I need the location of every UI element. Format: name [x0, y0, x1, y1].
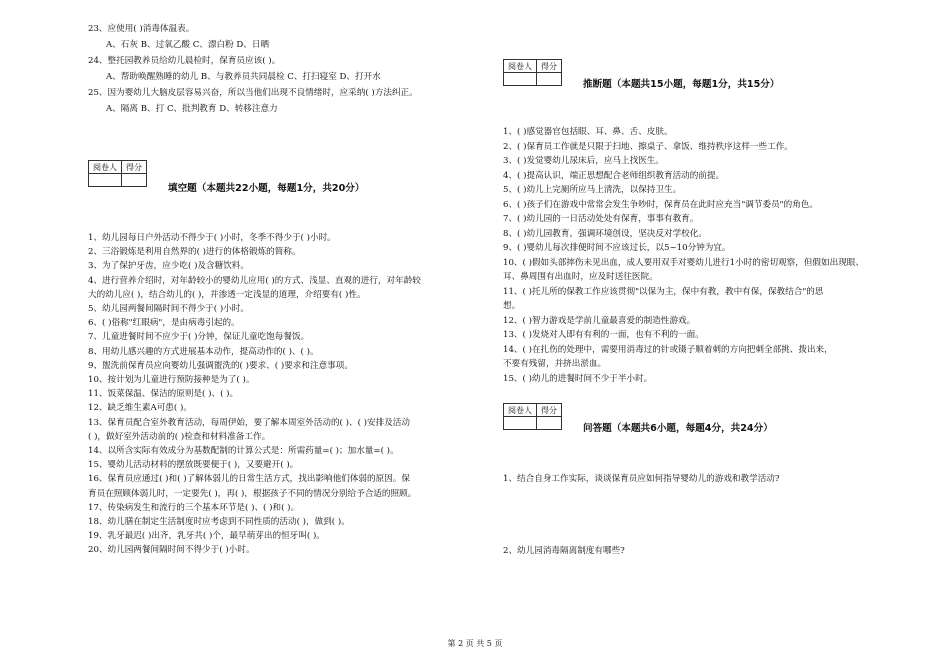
judge-item: 9、( )婴幼儿每次排便时间不应该过长，以5~10分钟为宜。	[503, 243, 731, 253]
fill-item: 19、乳牙最迟( )出齐，乳牙共( )个，最早萌芽出的恒牙叫( )。	[88, 531, 325, 542]
question-23: 23、应使用( )消毒体温表。	[88, 24, 195, 34]
qa-question-1: 1、结合自身工作实际，谈谈保育员应如何指导婴幼儿的游戏和教学活动?	[503, 474, 780, 484]
fill-item: 11、饭菜保温、保洁的原则是( )、( )。	[88, 389, 239, 400]
judge-item: 不要有残留，并挤出淤血。	[503, 359, 607, 369]
fill-item: 3、为了保护牙齿，应少吃( )及含糖饮料。	[88, 261, 249, 272]
question-24-options: A、帮助唤醒熟睡的幼儿 B、与教养员共同晨检 C、打扫寝室 D、打开水	[106, 72, 381, 82]
reviewer-label: 阅卷人	[504, 60, 537, 73]
fill-section-title: 填空题（本题共22小题，每题1分，共20分）	[168, 183, 365, 194]
judge-item: 2、( )保育员工作就是只限于扫地、擦桌子、拿饭、维持秩序这样一些工作。	[503, 141, 793, 152]
judge-item: 8、( )幼儿园教育，强调环境创设，坚决反对学校化。	[503, 228, 707, 239]
judge-item: 5、( )幼儿上完厕所应马上清洗，以保持卫生。	[503, 185, 682, 195]
score-box-judge	[503, 59, 562, 86]
fill-item: 8、用幼儿感兴趣的方式进展基本动作，提高动作的( )、( )。	[88, 346, 319, 357]
fill-item: 育员在照顾体弱儿时，一定要先( )，再( )，根据孩子不同的情况分别给予合适的照顾。	[88, 488, 417, 499]
reviewer-label: 阅卷人	[504, 404, 537, 417]
score-label: 得分	[537, 60, 562, 73]
judge-item: 想。	[503, 301, 521, 311]
fill-item: ( )，做好室外活动前的( )检查和材料准备工作。	[88, 431, 271, 442]
fill-item: 15、婴幼儿活动材料的摆放既要便于( )，又要避开( )。	[88, 460, 299, 471]
judge-item: 15、( )幼儿的进餐时间不少于半小时。	[503, 373, 653, 384]
fill-item: 10、按计划为儿童进行预防接种是为了( )。	[88, 375, 255, 385]
qa-section-title: 问答题（本题共6小题，每题4分，共24分）	[583, 423, 773, 434]
judge-item: 11、( )托儿所的保教工作应该贯彻"以保为主，保中有教，教中有保，保教结合"的思	[503, 286, 824, 297]
judge-item: 1、( )感觉器官包括眼、耳、鼻、舌、皮肤。	[503, 127, 673, 137]
fill-item: 12、缺乏维生素A可患( )。	[88, 403, 192, 414]
fill-item: 5、幼儿园两餐间隔时间不得少于( )小时。	[88, 304, 249, 314]
question-25-options: A、隔离 B、打 C、批判教育 D、转移注意力	[106, 104, 278, 114]
judge-item: 耳、鼻周围有出血时，应及时送往医院。	[503, 272, 658, 282]
judge-item: 12、( )智力游戏是学前儿童最喜爱的制造性游戏。	[503, 315, 696, 326]
score-label: 得分	[122, 161, 147, 174]
judge-section-title: 推断题（本题共15小题，每题1分，共15分）	[583, 79, 780, 90]
fill-item: 13、保育员配合室外教育活动，每周伊始，要了解本周室外活动的( )、( )安排及活动	[88, 417, 410, 428]
fill-item: 大的幼儿应( )，结合幼儿的( )，并渗透一定浅显的道理，介绍要有( )性。	[88, 289, 366, 300]
question-23-options: A、石灰 B、过氧乙酸 C、漂白粉 D、日晒	[106, 40, 270, 50]
fill-item: 20、幼儿园两餐间隔时间不得少于( )小时。	[88, 545, 255, 556]
judge-item: 7、( )幼儿园的一日活动处处有保育，事事有教育。	[503, 214, 699, 224]
fill-item: 7、儿童进餐时间不应少于( )分钟，保证儿童吃饱每餐饭。	[88, 332, 310, 343]
fill-item: 6、( )俗称"红眼病"，是由病毒引起的。	[88, 318, 240, 329]
qa-question-2: 2、幼儿园消毒隔离制度有哪些?	[503, 546, 625, 556]
page-footer: 第 2 页 共 5 页	[447, 639, 503, 648]
judge-item: 6、( )孩子们在游戏中常常会发生争吵时，保育员在此时应充当"调节委员"的角色。	[503, 199, 818, 210]
question-24: 24、整托园教养员给幼儿晨检时，保育员应该( )。	[88, 56, 281, 66]
score-label: 得分	[537, 404, 562, 417]
judge-item: 14、( )在扎伤的处理中，需要用消毒过的针或镊子顺着刺的方向把刺全部挑、拨出来，	[503, 344, 833, 355]
fill-item: 17、传染病发生和流行的三个基本环节是( )、( )和( )。	[88, 502, 300, 513]
fill-item: 4、进行营养介绍时，对年龄较小的婴幼儿应用( )的方式、浅显、直观的进行，对年龄较	[88, 275, 421, 286]
judge-item: 10、( )假如头部摔伤未见出血，成人要用双手对婴幼儿进行1小时的密切观察，但假如出现眼、	[503, 257, 864, 268]
judge-item: 13、( )发烧对人即有有利的一面，也有不利的一面。	[503, 330, 704, 340]
judge-item: 4、( )提高认识，端正思想配合老师组织教育活动的前提。	[503, 170, 725, 181]
score-box-fill	[88, 160, 147, 187]
question-25: 25、因为婴幼儿大脑皮层容易兴奋，所以当他们出现不良情绪时，应采纳( )方法纠正。	[88, 88, 418, 98]
fill-item: 9、盥洗前保育员应向婴幼儿强调盥洗的( )要求、( )要求和注意事项。	[88, 360, 353, 371]
score-box-qa	[503, 403, 562, 430]
fill-item: 2、三浴锻炼是利用自然界的( )进行的体格锻炼的简称。	[88, 247, 301, 258]
fill-item: 14、以所含实际有效成分为基数配制的计算公式是：所需药量=( )；加水量=( )。	[88, 446, 399, 456]
fill-item: 1、幼儿园每日户外活动不得少于( )小时，冬季不得少于( )小时。	[88, 233, 336, 243]
fill-item: 16、保育员应通过( )和( )了解体弱儿的日常生活方式，找出影响他们体弱的原因。保	[88, 474, 410, 485]
reviewer-label: 阅卷人	[89, 161, 122, 174]
fill-item: 18、幼儿膳在制定生活制度时应考虑到不同性质的活动( )，做到( )。	[88, 517, 350, 527]
judge-item: 3、( )发觉婴幼儿尿床后，应马上找医生。	[503, 156, 664, 166]
